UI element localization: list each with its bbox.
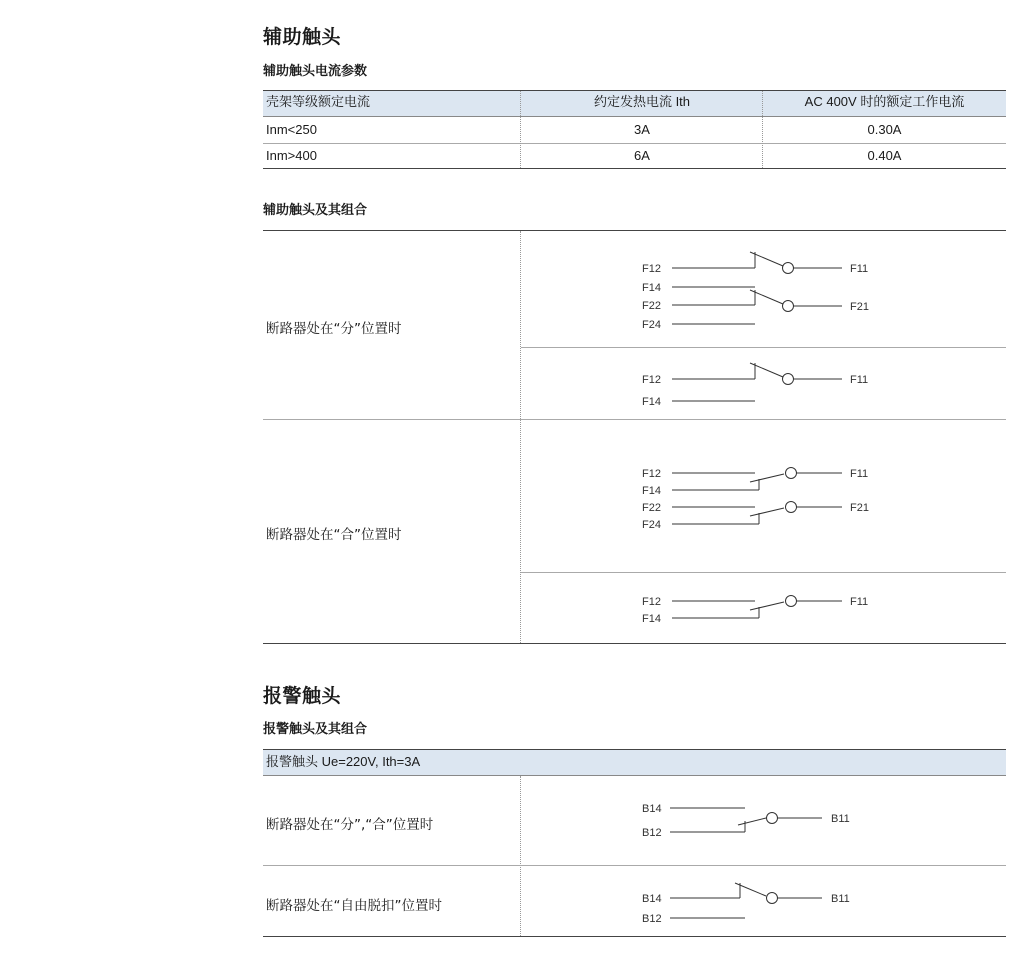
terminal-label: F11 [850,263,869,275]
terminal-label: F22 [642,300,661,312]
terminal-label: B12 [642,827,662,839]
terminal-label: B11 [831,813,850,825]
terminal-label: F11 [850,596,869,608]
terminal-label: F12 [642,596,661,608]
terminal-label: F14 [642,485,661,497]
alarm-diagram-normal [670,808,822,832]
terminal-label: F12 [642,468,661,480]
alarm-combo-title: 报警触头及其组合 [263,722,368,737]
contact-diagram-closed-single [672,596,842,619]
section-title-auxiliary-contacts: 辅助触头 [263,26,342,48]
table-cell: Inm>400 [266,148,317,163]
terminal-label: B12 [642,913,662,925]
state-closed-label: 断路器处在“合”位置时 [266,527,402,543]
terminal-label: F24 [642,519,661,531]
alarm-diagram-tripped [670,883,822,918]
combo-title: 辅助触头及其组合 [263,203,368,218]
terminal-label: F21 [850,502,869,514]
state-open-label: 断路器处在“分”位置时 [266,321,402,337]
terminal-label: B14 [642,893,662,905]
terminal-label: F21 [850,301,869,313]
state-open-closed-label: 断路器处在“分”,“合”位置时 [266,817,434,833]
contact-diagram-open-double [672,252,842,324]
alarm-header-text: 报警触头 Ue=220V, Ith=3A [266,754,421,769]
state-tripped-label: 断路器处在“自由脱扣”位置时 [266,898,442,914]
header-operational-current: AC 400V 时的额定工作电流 [804,94,965,109]
contact-diagram-closed-double [672,468,842,525]
terminal-label: F14 [642,613,661,625]
terminal-label: F24 [642,319,661,331]
contact-diagram-open-single [672,363,842,401]
table-cell: 0.30A [867,122,902,137]
terminal-label: B11 [831,893,850,905]
table-cell: 3A [634,122,650,137]
terminal-label: F12 [642,263,661,275]
terminal-label: F14 [642,396,661,408]
table-cell: Inm<250 [266,122,317,137]
table-cell: 0.40A [867,148,902,163]
params-title: 辅助触头电流参数 [263,64,368,79]
header-thermal-current: 约定发热电流 Ith [593,94,691,109]
header-frame-rated-current: 壳架等级额定电流 [266,94,371,109]
terminal-label: F11 [850,468,869,480]
terminal-label: B14 [642,803,662,815]
section-title-alarm-contacts: 报警触头 [263,685,342,707]
table-cell: 6A [634,148,650,163]
terminal-label: F12 [642,374,661,386]
terminal-label: F22 [642,502,661,514]
terminal-label: F11 [850,374,869,386]
terminal-label: F14 [642,282,661,294]
